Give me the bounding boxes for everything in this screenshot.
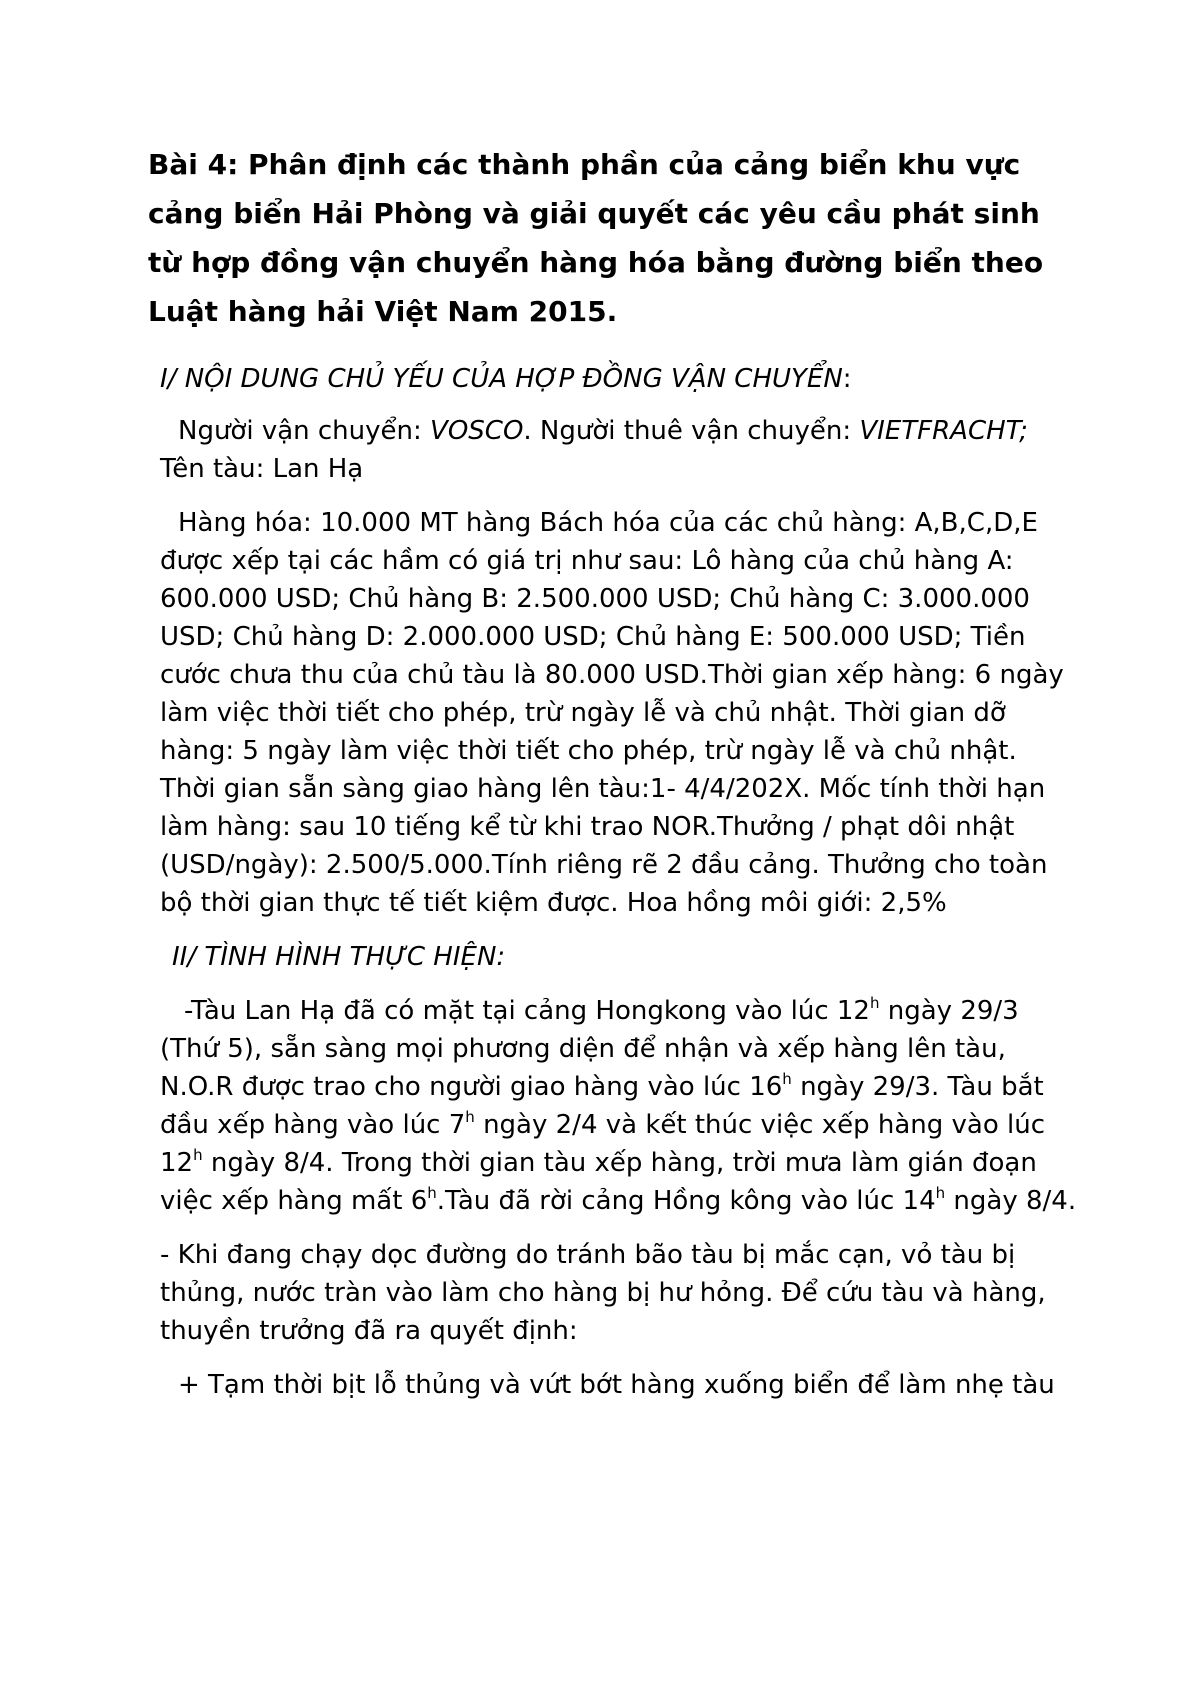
carrier-value: VOSCO [430,416,524,446]
section-heading-contract-colon: : [842,364,852,394]
exec-text-2: ngày 29/3 (Thứ 5), sẵn sàng mọi phương diện để nhận và xếp hàng lên tàu, N.O.R được trao cho người giao hàng vào lúc 16 [160,996,1019,1102]
exec-text-4: ngày 2/4 và kết thúc việc xếp hàng vào lúc 12 [160,1110,1046,1178]
paragraph-execution-1 [160,992,1080,1220]
document-title: Bài 4: Phân định các thành phần của cảng biển khu vực cảng biển Hải Phòng và giải quyết các yêu cầu phát sinh từ hợp đồng vận chuyển hàng hóa bằng đường biển theo Luật hàng hải Việt Nam 2015. [148,148,1044,328]
exec-text-6: .Tàu đã rời cảng Hồng kông vào lúc 14 [436,1186,936,1216]
hour-superscript: h [427,1184,437,1202]
hour-superscript: h [869,994,880,1012]
paragraph-execution-2: - Khi đang chạy dọc đường do tránh bão tàu bị mắc cạn, vỏ tàu bị thủng, nước tràn vào làm cho hàng bị hư hỏng. Để cứu tàu và hàng, thuyền trưởng đã ra quyết định: [160,1240,1046,1346]
section-heading-contract [160,360,1080,398]
section-heading-contract-text: I/ NỘI DUNG CHỦ YẾU CỦA HỢP ĐỒNG VẬN CHUYỂN [160,364,843,394]
charterer-value: VIETFRACHT [859,416,1020,446]
hour-superscript: h [782,1070,792,1088]
paragraph-parties [160,412,1080,488]
exec-text-3: ngày 29/3. Tàu bắt đầu xếp hàng vào lúc 7 [160,1072,1044,1140]
exec-text-1: -Tàu Lan Hạ đã có mặt tại cảng Hongkong vào lúc 12 [184,996,870,1026]
exec-text-7: ngày 8/4. [945,1186,1077,1216]
exec-text-5: ngày 8/4. Trong thời gian tàu xếp hàng, trời mưa làm gián đoạn việc xếp hàng mất 6 [160,1148,1037,1216]
paragraph-cargo: Hàng hóa: 10.000 MT hàng Bách hóa của các chủ hàng: A,B,C,D,E được xếp tại các hầm có giá trị như sau: Lô hàng của chủ hàng A: 600.000 USD; Chủ hàng B: 2.500.000 USD; Chủ hàng C: 3.000.000 USD; Chủ hàng D: 2.000.000 USD; Chủ hàng E: 500.000 USD; Tiền cước chưa thu của chủ tàu là 80.000 USD.Thời gian xếp hàng: 6 ngày làm việc thời tiết cho phép, trừ ngày lễ và chủ nhật. Thời gian dỡ hàng: 5 ngày làm việc thời tiết cho phép, trừ ngày lễ và chủ nhật. Thời gian sẵn sàng giao hàng lên tàu:1- 4/4/202X. Mốc tính thời hạn làm hàng: sau 10 tiếng kể từ khi trao NOR.Thưởng / phạt dôi nhật (USD/ngày): 2.500/5.000.Tính riêng rẽ 2 đầu cảng. Thưởng cho toàn bộ thời gian thực tế tiết kiệm được. Hoa hồng môi giới: 2,5% [160,508,1064,918]
paragraph-execution-3: + Tạm thời bịt lỗ thủng và vứt bớt hàng xuống biển để làm nhẹ tàu [178,1370,1055,1400]
document-body [160,360,1080,1404]
charterer-separator: ; [1019,416,1028,446]
section-heading-execution: II/ TÌNH HÌNH THỰC HIỆN: [172,942,506,972]
ship-name: Tên tàu: Lan Hạ [160,454,364,484]
hour-superscript: h [193,1146,203,1164]
carrier-label: Người vận chuyển: [178,416,431,446]
carrier-separator: . Người thuê vận chuyển: [523,416,852,446]
hour-superscript: h [465,1108,475,1126]
hour-superscript: h [935,1184,946,1202]
